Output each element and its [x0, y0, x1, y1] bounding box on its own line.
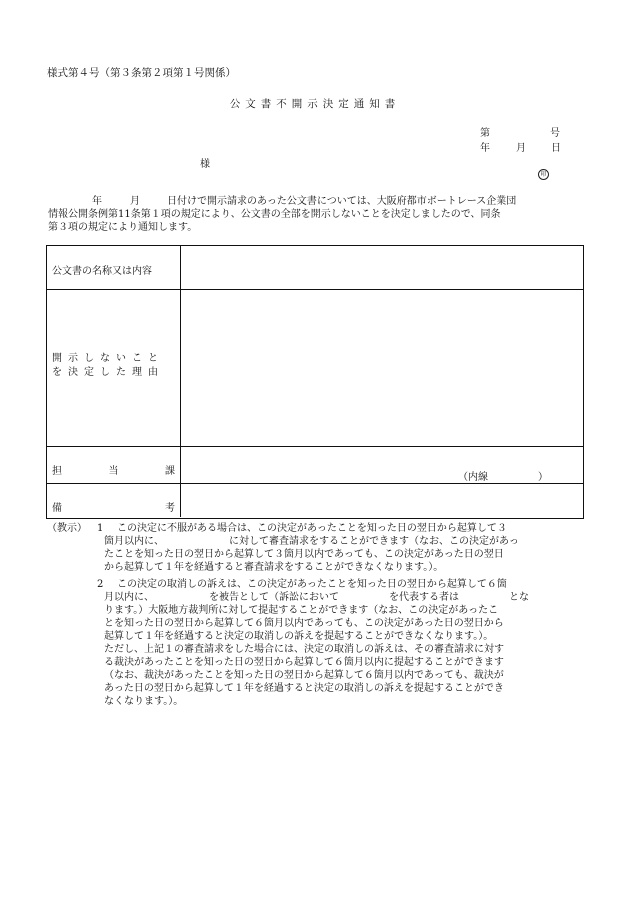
date-day: 日	[551, 143, 561, 154]
note-line: たことを知った日の翌日から起算して３箇月以内であっても、この決定があった日の翌日	[104, 549, 504, 560]
notice-table	[46, 245, 584, 519]
note-line: （なお、裁決があったことを知った日の翌日から起算して６箇月以内であっても、裁決が	[104, 670, 504, 681]
note-line: ただし、上記１の審査請求をした場合には、決定の取消しの訴えは、その審査請求に対す	[104, 644, 504, 655]
intro-paragraph	[48, 195, 583, 234]
label-cell	[47, 447, 181, 483]
note-line: ります。）大阪地方裁判所に対して提起することができます（なお、この決定があったこ	[104, 605, 499, 616]
table-row-remarks	[47, 484, 583, 517]
note-number-1: 1	[97, 523, 104, 534]
note-line: 箇月以内に、 に対して審査請求をすることができます（なお、この決定があっ	[104, 536, 519, 547]
intro-line-2: 情報公開条例第11条第１項の規定により、公文書の全部を開示しないことを決定しましたので、同条	[48, 209, 501, 220]
seal-mark: 印	[538, 169, 549, 180]
note-line: 起算して１年を経過すると決定の取消しの訴えを提起することができなくなります。）。	[104, 631, 494, 642]
label-cell	[47, 246, 181, 289]
intro-month: 月	[130, 196, 140, 207]
number-prefix: 第	[480, 128, 490, 139]
label-char: 備	[52, 503, 62, 514]
table-row-department	[47, 447, 583, 484]
row-label-line-1: 開示しないこと	[52, 353, 164, 364]
label-char: 担	[52, 466, 62, 477]
label-char: 課	[165, 466, 175, 477]
label-cell	[47, 484, 181, 517]
extension-number: （内線 ）	[458, 472, 548, 483]
intro-line-1	[48, 195, 583, 208]
addressee-honorific: 様	[200, 159, 210, 170]
intro-year: 年	[92, 196, 102, 207]
date-month: 月	[516, 143, 526, 154]
intro-line-3: 第３項の規定により通知します。	[48, 222, 198, 233]
row-label	[52, 352, 175, 380]
note-line: あった日の翌日から起算して１年を経過すると決定の取消しの訴えを提起することができ	[104, 683, 504, 694]
note-number-2: 2	[97, 579, 104, 590]
row-label	[52, 499, 175, 514]
intro-line-1-text: 日付けで開示請求のあった公文書については、大阪府都市ボートレース企業団	[167, 196, 517, 207]
table-row-document-name	[47, 246, 583, 290]
date-year: 年	[480, 143, 490, 154]
note-line: とを知った日の翌日から起算して６箇月以内であっても、この決定があった日の翌日から	[104, 618, 504, 629]
note-line: る裁決があったことを知った日の翌日から起算して６箇月以内に提起することができます	[104, 657, 504, 668]
row-label: 公文書の名称又は内容	[52, 266, 152, 277]
number-suffix: 号	[550, 128, 560, 139]
note-line: なくなります。）。	[104, 696, 184, 707]
label-char: 考	[165, 503, 175, 514]
table-row-reason	[47, 290, 583, 447]
note-line: この決定の取消しの訴えは、この決定があったことを知った日の翌日から起算して６箇	[117, 579, 507, 590]
label-cell	[47, 290, 181, 446]
note-line: 月以内に、 を被告として（訴訟において を代表する者は とな	[104, 592, 529, 603]
instructions-heading: （教示）	[47, 523, 87, 534]
form-number: 様式第４号（第３条第２項第１号関係）	[47, 67, 236, 79]
row-label-line-2: を決定した理由	[52, 367, 164, 378]
document-title: 公文書不開示決定通知書	[229, 98, 401, 110]
label-char: 当	[108, 466, 119, 477]
note-line: から起算して１年を経過すると審査請求をすることができなくなります。）。	[104, 562, 444, 573]
row-label	[52, 462, 175, 477]
note-line: この決定に不服がある場合は、この決定があったことを知った日の翌日から起算して３	[117, 523, 507, 534]
